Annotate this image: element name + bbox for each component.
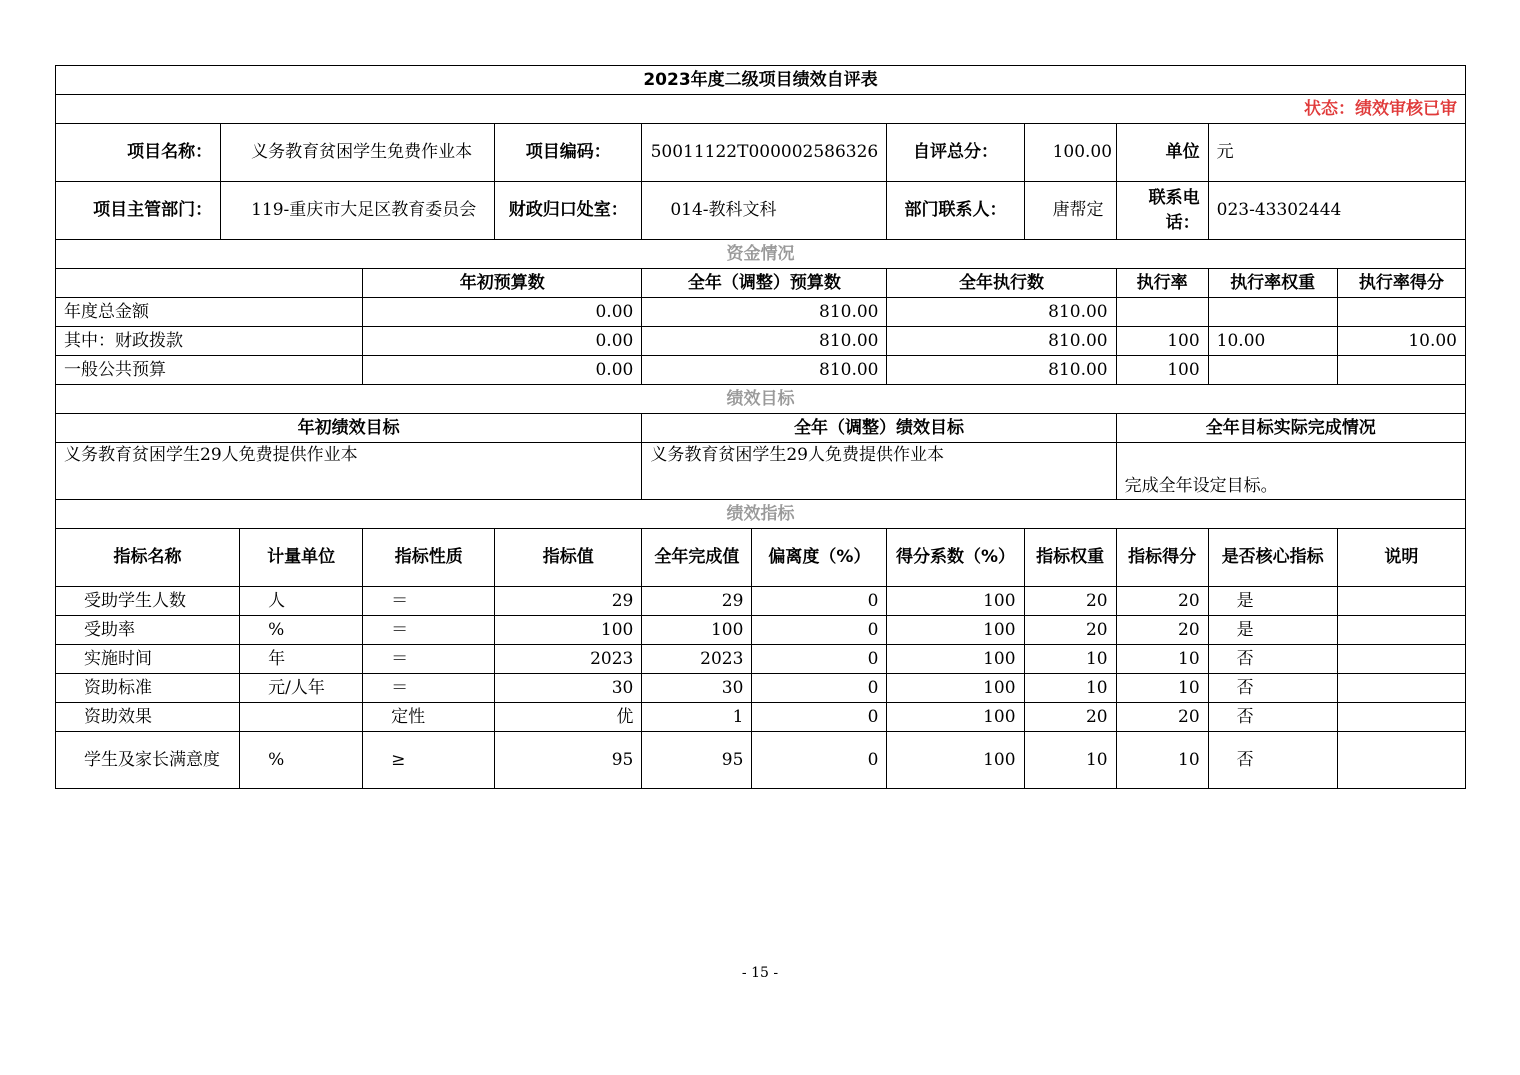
ind-dev: 0	[752, 645, 887, 674]
unit-value: 元	[1208, 124, 1465, 182]
ind-nature: ＝	[363, 616, 495, 645]
dept-value: 119-重庆市大足区教育委员会	[221, 182, 495, 240]
ind-nature: ＝	[363, 587, 495, 616]
funds-row-weight	[1208, 298, 1337, 327]
ind-note	[1337, 645, 1465, 674]
funds-row-initial: 0.00	[363, 356, 642, 385]
ind-core: 否	[1208, 732, 1337, 789]
ind-done: 29	[642, 587, 752, 616]
table-row	[56, 327, 1466, 356]
ind-score: 10	[1116, 645, 1208, 674]
ind-unit	[240, 703, 363, 732]
table-row	[56, 587, 1466, 616]
funds-row-score: 10.00	[1337, 327, 1465, 356]
funds-row-executed: 810.00	[887, 356, 1116, 385]
funds-row-score	[1337, 298, 1465, 327]
ind-score: 20	[1116, 587, 1208, 616]
ind-score: 10	[1116, 674, 1208, 703]
ind-coef: 100	[887, 587, 1024, 616]
contact-value: 唐帮定	[1024, 182, 1116, 240]
ind-note	[1337, 616, 1465, 645]
ind-nature: ≥	[363, 732, 495, 789]
ind-name: 资助标准	[56, 674, 240, 703]
ind-name: 学生及家长满意度	[56, 732, 240, 789]
ind-nature: 定性	[363, 703, 495, 732]
ind-coef: 100	[887, 703, 1024, 732]
ind-core: 否	[1208, 645, 1337, 674]
table-row	[56, 703, 1466, 732]
contact-label: 部门联系人：	[887, 182, 1024, 240]
phone-label: 联系电话：	[1116, 182, 1208, 240]
ind-done: 95	[642, 732, 752, 789]
ind-unit: 年	[240, 645, 363, 674]
ind-header-note: 说明	[1337, 529, 1465, 587]
goal-initial: 义务教育贫困学生29人免费提供作业本	[56, 443, 642, 500]
ind-done: 30	[642, 674, 752, 703]
ind-value: 优	[495, 703, 642, 732]
ind-value: 29	[495, 587, 642, 616]
funds-row-score	[1337, 356, 1465, 385]
ind-score: 10	[1116, 732, 1208, 789]
ind-weight: 10	[1024, 645, 1116, 674]
funds-row-weight	[1208, 356, 1337, 385]
funds-header-initial: 年初预算数	[363, 269, 642, 298]
funds-header-adjusted: 全年（调整）预算数	[642, 269, 887, 298]
funds-row-rate: 100	[1116, 327, 1208, 356]
ind-unit: %	[240, 732, 363, 789]
unit-label: 单位	[1116, 124, 1208, 182]
ind-coef: 100	[887, 674, 1024, 703]
funds-row-rate	[1116, 298, 1208, 327]
funds-row-initial: 0.00	[363, 327, 642, 356]
funds-row-executed: 810.00	[887, 298, 1116, 327]
project-code: 50011122T000002586326	[642, 124, 887, 182]
ind-core: 是	[1208, 616, 1337, 645]
project-name: 义务教育贫困学生免费作业本	[221, 124, 495, 182]
table-row	[56, 616, 1466, 645]
ind-done: 2023	[642, 645, 752, 674]
table-row	[56, 356, 1466, 385]
ind-header-score: 指标得分	[1116, 529, 1208, 587]
table-row	[56, 674, 1466, 703]
ind-note	[1337, 732, 1465, 789]
page-number: - 15 -	[741, 965, 779, 981]
ind-unit: 人	[240, 587, 363, 616]
goals-header-adjusted: 全年（调整）绩效目标	[642, 414, 1116, 443]
funds-header-blank	[56, 269, 363, 298]
ind-header-done: 全年完成值	[642, 529, 752, 587]
dept-label: 项目主管部门：	[56, 182, 221, 240]
funds-header-executed: 全年执行数	[887, 269, 1116, 298]
ind-score: 20	[1116, 616, 1208, 645]
ind-dev: 0	[752, 587, 887, 616]
funds-row-executed: 810.00	[887, 327, 1116, 356]
ind-header-unit: 计量单位	[240, 529, 363, 587]
goals-header-initial: 年初绩效目标	[56, 414, 642, 443]
goal-adjusted: 义务教育贫困学生29人免费提供作业本	[642, 443, 1116, 500]
ind-value: 30	[495, 674, 642, 703]
ind-name: 资助效果	[56, 703, 240, 732]
ind-core: 否	[1208, 703, 1337, 732]
ind-name: 受助学生人数	[56, 587, 240, 616]
ind-done: 100	[642, 616, 752, 645]
ind-header-core: 是否核心指标	[1208, 529, 1337, 587]
ind-core: 是	[1208, 587, 1337, 616]
funds-section-title: 资金情况	[56, 240, 1466, 269]
funds-row-label: 年度总金额	[56, 298, 363, 327]
goals-section-title: 绩效目标	[56, 385, 1466, 414]
funds-row-adjusted: 810.00	[642, 327, 887, 356]
performance-table	[55, 65, 1466, 789]
ind-note	[1337, 674, 1465, 703]
ind-name: 实施时间	[56, 645, 240, 674]
ind-weight: 10	[1024, 674, 1116, 703]
phone-value: 023-43302444	[1208, 182, 1465, 240]
funds-row-adjusted: 810.00	[642, 356, 887, 385]
finance-value: 014-教科文科	[642, 182, 887, 240]
ind-dev: 0	[752, 732, 887, 789]
funds-header-weight: 执行率权重	[1208, 269, 1337, 298]
ind-dev: 0	[752, 674, 887, 703]
ind-header-weight: 指标权重	[1024, 529, 1116, 587]
ind-header-value: 指标值	[495, 529, 642, 587]
ind-nature: ＝	[363, 645, 495, 674]
status-text: 状态：绩效审核已审	[56, 95, 1466, 124]
ind-value: 100	[495, 616, 642, 645]
ind-dev: 0	[752, 703, 887, 732]
project-code-label: 项目编码：	[495, 124, 642, 182]
funds-row-weight: 10.00	[1208, 327, 1337, 356]
ind-header-coef: 得分系数（%）	[887, 529, 1024, 587]
ind-score: 20	[1116, 703, 1208, 732]
finance-label: 财政归口处室：	[495, 182, 642, 240]
ind-value: 95	[495, 732, 642, 789]
goal-actual: 完成全年设定目标。	[1116, 443, 1465, 500]
table-row	[56, 298, 1466, 327]
funds-row-initial: 0.00	[363, 298, 642, 327]
ind-coef: 100	[887, 645, 1024, 674]
self-score: 100.00	[1024, 124, 1116, 182]
ind-dev: 0	[752, 616, 887, 645]
table-row	[56, 645, 1466, 674]
ind-weight: 10	[1024, 732, 1116, 789]
ind-header-name: 指标名称	[56, 529, 240, 587]
ind-header-nature: 指标性质	[363, 529, 495, 587]
ind-weight: 20	[1024, 587, 1116, 616]
funds-row-rate: 100	[1116, 356, 1208, 385]
funds-header-rate: 执行率	[1116, 269, 1208, 298]
table-title: 2023年度二级项目绩效自评表	[56, 66, 1466, 95]
goals-header-actual: 全年目标实际完成情况	[1116, 414, 1465, 443]
ind-weight: 20	[1024, 703, 1116, 732]
self-score-label: 自评总分：	[887, 124, 1024, 182]
ind-value: 2023	[495, 645, 642, 674]
ind-coef: 100	[887, 616, 1024, 645]
ind-coef: 100	[887, 732, 1024, 789]
project-name-label: 项目名称：	[56, 124, 221, 182]
indicators-section-title: 绩效指标	[56, 500, 1466, 529]
funds-row-adjusted: 810.00	[642, 298, 887, 327]
ind-weight: 20	[1024, 616, 1116, 645]
funds-header-score: 执行率得分	[1337, 269, 1465, 298]
funds-row-label: 一般公共预算	[56, 356, 363, 385]
ind-name: 受助率	[56, 616, 240, 645]
ind-note	[1337, 587, 1465, 616]
table-row	[56, 732, 1466, 789]
funds-row-label: 其中：财政拨款	[56, 327, 363, 356]
ind-header-dev: 偏离度（%）	[752, 529, 887, 587]
ind-unit: 元/人年	[240, 674, 363, 703]
ind-nature: ＝	[363, 674, 495, 703]
ind-done: 1	[642, 703, 752, 732]
ind-note	[1337, 703, 1465, 732]
ind-core: 否	[1208, 674, 1337, 703]
ind-unit: %	[240, 616, 363, 645]
